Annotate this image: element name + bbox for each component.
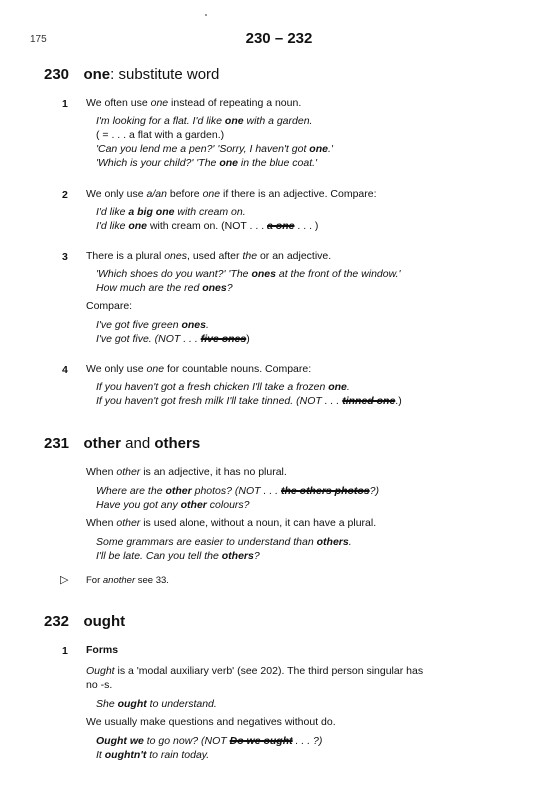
rule-text: There is a plural ones, used after the or an adjective.	[86, 250, 332, 262]
example-line: I'd like a big one with cream on.	[96, 206, 246, 218]
example-line: I'll be late. Can you tell the others?	[96, 550, 260, 562]
rule-text: When other is used alone, without a noun, it can have a plural.	[86, 517, 377, 529]
page-header-range: 230 – 232	[245, 30, 313, 47]
rule-text: We only use one for countable nouns. Compare:	[86, 363, 312, 375]
paragraph-number: 4	[62, 364, 68, 376]
section-232-heading	[44, 613, 125, 631]
section-number: 231	[44, 435, 70, 452]
section-number: 230	[44, 66, 70, 83]
paragraph-number: 1	[62, 98, 68, 110]
example-line: Have you got any other colours?	[96, 499, 250, 511]
page-number: 175	[30, 34, 47, 45]
example-line: I'd like one with cream on. (NOT . . . a one . . . )	[96, 220, 319, 232]
example-line: I've got five green ones.	[96, 319, 209, 331]
example-line: 'Which is your child?' 'The one in the blue coat.'	[96, 157, 318, 169]
section-title: one: substitute word	[83, 66, 220, 83]
example-line: ( = . . . a flat with a garden.)	[96, 129, 225, 141]
example-line: She ought to understand.	[96, 698, 217, 710]
section-231-heading	[44, 435, 200, 453]
example-line: How much are the red ones?	[96, 282, 233, 294]
subheading: Forms	[86, 644, 119, 656]
cross-reference: For another see 33.	[86, 575, 169, 586]
cross-reference-arrow-icon: ▷	[60, 574, 69, 586]
paragraph-number: 2	[62, 189, 68, 201]
example-line: 'Can you lend me a pen?' 'Sorry, I haven't got one.'	[96, 143, 333, 155]
rule-text: no -s.	[86, 679, 113, 691]
paragraph-number: 3	[62, 251, 68, 263]
paragraph-number: 1	[62, 645, 68, 657]
example-line: It oughtn't to rain today.	[96, 749, 210, 761]
section-230-heading	[44, 66, 219, 84]
example-line: Where are the other photos? (NOT . . . the others photos?)	[96, 485, 379, 497]
rule-text: We usually make questions and negatives without do.	[86, 716, 336, 728]
rule-text: We only use a/an before one if there is an adjective. Compare:	[86, 188, 377, 200]
rule-text: We often use one instead of repeating a noun.	[86, 97, 302, 109]
example-line: Some grammars are easier to understand than others.	[96, 536, 352, 548]
example-line: I'm looking for a flat. I'd like one with a garden.	[96, 115, 313, 127]
scan-speck	[205, 14, 207, 16]
section-title: other and others	[83, 435, 201, 452]
rule-text: When other is an adjective, it has no plural.	[86, 466, 287, 478]
example-line: If you haven't got a fresh chicken I'll take a frozen one.	[96, 381, 350, 393]
section-title: ought	[83, 613, 126, 630]
compare-label: Compare:	[86, 300, 133, 312]
example-line: 'Which shoes do you want?' 'The ones at the front of the window.'	[96, 268, 401, 280]
section-number: 232	[44, 613, 70, 630]
rule-text: Ought is a 'modal auxiliary verb' (see 202). The third person singular has	[86, 665, 424, 677]
example-line: If you haven't got fresh milk I'll take tinned. (NOT . . . tinned one.)	[96, 395, 402, 407]
example-line: I've got five. (NOT . . . five ones)	[96, 333, 250, 345]
example-line: Ought we to go now? (NOT Do we ought . . . ?)	[96, 735, 323, 747]
